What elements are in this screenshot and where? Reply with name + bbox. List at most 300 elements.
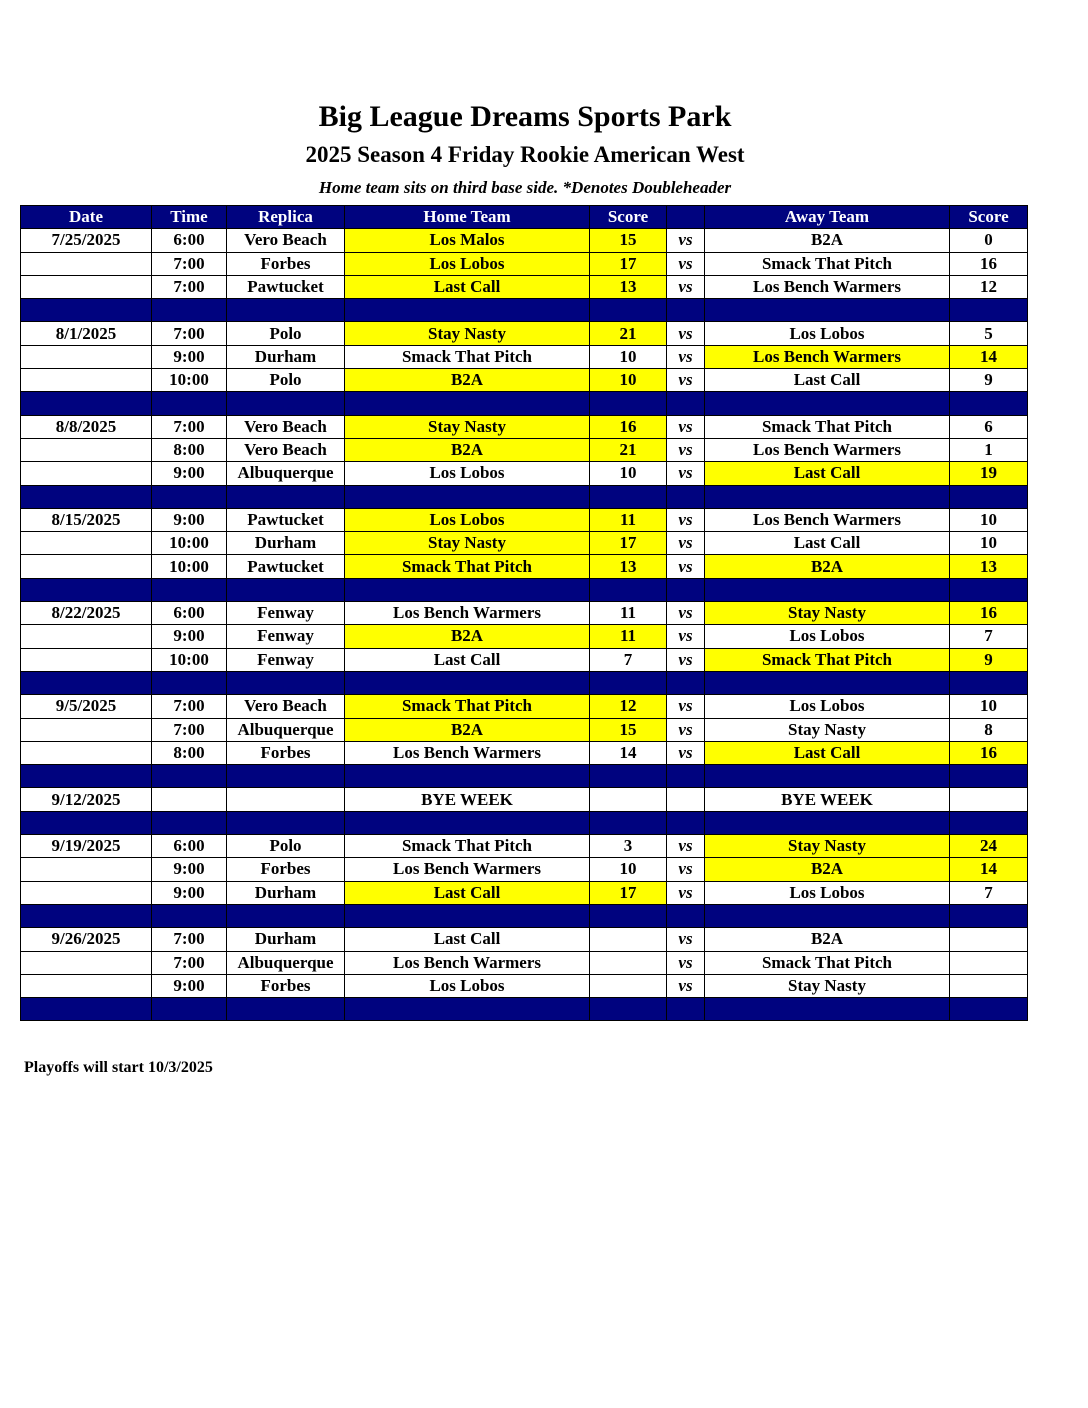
- away-score-cell: 9: [950, 648, 1028, 671]
- separator-cell: [227, 904, 345, 927]
- table-row: [21, 648, 1028, 671]
- col-header-away-team: Away Team: [705, 206, 950, 229]
- col-header-home-team: Home Team: [345, 206, 590, 229]
- table-row: [21, 345, 1028, 368]
- away-score-cell: 5: [950, 322, 1028, 345]
- away-score-cell: [950, 788, 1028, 811]
- separator-cell: [21, 392, 152, 415]
- time-cell: 7:00: [152, 322, 227, 345]
- table-row: [21, 974, 1028, 997]
- table-row: [21, 788, 1028, 811]
- separator-cell: [227, 485, 345, 508]
- table-row: [21, 229, 1028, 252]
- separator-cell: [21, 578, 152, 601]
- away-team-cell: Stay Nasty: [705, 602, 950, 625]
- table-row: [21, 881, 1028, 904]
- page-title: Big League Dreams Sports Park: [318, 100, 732, 133]
- home-team-cell: Los Bench Warmers: [345, 741, 590, 764]
- date-cell: [21, 462, 152, 485]
- time-cell: 7:00: [152, 275, 227, 298]
- table-header-row: [21, 206, 1028, 229]
- home-team-cell: Los Lobos: [345, 252, 590, 275]
- vs-cell: vs: [667, 229, 705, 252]
- home-team-cell: Los Lobos: [345, 974, 590, 997]
- date-cell: 8/8/2025: [21, 415, 152, 438]
- replica-cell: Polo: [227, 322, 345, 345]
- separator-cell: [227, 392, 345, 415]
- home-score-cell: 17: [590, 532, 667, 555]
- table-row: [21, 322, 1028, 345]
- separator-cell: [152, 904, 227, 927]
- home-team-cell: Los Malos: [345, 229, 590, 252]
- away-team-cell: Stay Nasty: [705, 718, 950, 741]
- away-score-cell: 7: [950, 881, 1028, 904]
- separator-cell: [21, 765, 152, 788]
- date-cell: [21, 648, 152, 671]
- separator-cell: [667, 485, 705, 508]
- away-team-cell: Smack That Pitch: [705, 252, 950, 275]
- home-team-cell: Smack That Pitch: [345, 835, 590, 858]
- vs-cell: vs: [667, 602, 705, 625]
- replica-cell: Fenway: [227, 625, 345, 648]
- away-team-cell: B2A: [705, 928, 950, 951]
- replica-cell: Vero Beach: [227, 695, 345, 718]
- away-team-cell: B2A: [705, 555, 950, 578]
- home-score-cell: 3: [590, 835, 667, 858]
- separator-cell: [21, 485, 152, 508]
- table-row: [21, 555, 1028, 578]
- date-cell: [21, 532, 152, 555]
- replica-cell: Forbes: [227, 858, 345, 881]
- vs-cell: vs: [667, 462, 705, 485]
- home-score-cell: 10: [590, 858, 667, 881]
- table-row: [21, 508, 1028, 531]
- table-row: [21, 275, 1028, 298]
- away-team-cell: Smack That Pitch: [705, 648, 950, 671]
- away-score-cell: 19: [950, 462, 1028, 485]
- away-team-cell: Stay Nasty: [705, 835, 950, 858]
- table-row: [21, 438, 1028, 461]
- separator-cell: [705, 299, 950, 322]
- home-score-cell: 13: [590, 555, 667, 578]
- away-score-cell: 0: [950, 229, 1028, 252]
- vs-cell: vs: [667, 718, 705, 741]
- table-row: [21, 858, 1028, 881]
- separator-cell: [667, 392, 705, 415]
- home-score-cell: 21: [590, 438, 667, 461]
- home-team-cell: Smack That Pitch: [345, 345, 590, 368]
- home-team-cell: B2A: [345, 369, 590, 392]
- separator-cell: [705, 578, 950, 601]
- vs-cell: vs: [667, 275, 705, 298]
- date-cell: [21, 974, 152, 997]
- home-team-cell: Los Bench Warmers: [345, 602, 590, 625]
- separator-cell: [227, 998, 345, 1021]
- separator-cell: [667, 998, 705, 1021]
- separator-cell: [345, 904, 590, 927]
- home-score-cell: 17: [590, 252, 667, 275]
- separator-cell: [21, 811, 152, 834]
- away-team-cell: Last Call: [705, 532, 950, 555]
- away-team-cell: Los Bench Warmers: [705, 345, 950, 368]
- away-team-cell: Smack That Pitch: [705, 415, 950, 438]
- vs-cell: vs: [667, 625, 705, 648]
- away-team-cell: Stay Nasty: [705, 974, 950, 997]
- date-cell: 9/19/2025: [21, 835, 152, 858]
- separator-cell: [705, 485, 950, 508]
- separator-row: [21, 671, 1028, 694]
- home-score-cell: 21: [590, 322, 667, 345]
- time-cell: 9:00: [152, 625, 227, 648]
- separator-cell: [152, 299, 227, 322]
- separator-cell: [345, 998, 590, 1021]
- separator-cell: [227, 765, 345, 788]
- table-row: [21, 928, 1028, 951]
- home-team-cell: Last Call: [345, 648, 590, 671]
- separator-cell: [152, 578, 227, 601]
- separator-cell: [950, 671, 1028, 694]
- replica-cell: Forbes: [227, 252, 345, 275]
- vs-cell: vs: [667, 532, 705, 555]
- separator-cell: [667, 299, 705, 322]
- replica-cell: Polo: [227, 835, 345, 858]
- separator-cell: [21, 299, 152, 322]
- separator-cell: [345, 765, 590, 788]
- away-score-cell: 24: [950, 835, 1028, 858]
- separator-cell: [950, 299, 1028, 322]
- home-team-cell: Los Lobos: [345, 462, 590, 485]
- separator-row: [21, 392, 1028, 415]
- home-team-cell: B2A: [345, 625, 590, 648]
- time-cell: 10:00: [152, 532, 227, 555]
- away-score-cell: 10: [950, 508, 1028, 531]
- home-team-cell: BYE WEEK: [345, 788, 590, 811]
- date-cell: [21, 275, 152, 298]
- replica-cell: Pawtucket: [227, 275, 345, 298]
- replica-cell: Albuquerque: [227, 951, 345, 974]
- separator-cell: [152, 485, 227, 508]
- date-cell: [21, 858, 152, 881]
- table-row: [21, 695, 1028, 718]
- home-score-cell: 17: [590, 881, 667, 904]
- away-team-cell: Last Call: [705, 741, 950, 764]
- separator-row: [21, 765, 1028, 788]
- away-score-cell: 16: [950, 602, 1028, 625]
- replica-cell: Albuquerque: [227, 462, 345, 485]
- home-team-cell: Last Call: [345, 881, 590, 904]
- home-team-cell: Smack That Pitch: [345, 555, 590, 578]
- home-team-cell: Stay Nasty: [345, 322, 590, 345]
- away-team-cell: Smack That Pitch: [705, 951, 950, 974]
- separator-cell: [950, 392, 1028, 415]
- separator-cell: [590, 811, 667, 834]
- date-cell: [21, 345, 152, 368]
- replica-cell: Forbes: [227, 741, 345, 764]
- time-cell: 6:00: [152, 835, 227, 858]
- separator-cell: [667, 765, 705, 788]
- separator-cell: [152, 671, 227, 694]
- time-cell: 10:00: [152, 648, 227, 671]
- away-score-cell: 16: [950, 252, 1028, 275]
- col-header-home-score: Score: [590, 206, 667, 229]
- away-team-cell: Los Lobos: [705, 881, 950, 904]
- vs-cell: vs: [667, 835, 705, 858]
- separator-cell: [705, 671, 950, 694]
- home-team-cell: Stay Nasty: [345, 532, 590, 555]
- time-cell: [152, 788, 227, 811]
- date-cell: 8/1/2025: [21, 322, 152, 345]
- col-header-vs: [667, 206, 705, 229]
- date-cell: 8/22/2025: [21, 602, 152, 625]
- away-team-cell: B2A: [705, 858, 950, 881]
- time-cell: 6:00: [152, 229, 227, 252]
- replica-cell: [227, 788, 345, 811]
- date-cell: 9/5/2025: [21, 695, 152, 718]
- vs-cell: vs: [667, 415, 705, 438]
- time-cell: 8:00: [152, 741, 227, 764]
- home-score-cell: 11: [590, 508, 667, 531]
- separator-cell: [152, 392, 227, 415]
- separator-cell: [345, 485, 590, 508]
- col-header-away-score: Score: [950, 206, 1028, 229]
- away-team-cell: Los Bench Warmers: [705, 508, 950, 531]
- time-cell: 8:00: [152, 438, 227, 461]
- vs-cell: vs: [667, 345, 705, 368]
- time-cell: 7:00: [152, 928, 227, 951]
- separator-cell: [950, 998, 1028, 1021]
- separator-cell: [21, 671, 152, 694]
- playoffs-note: Playoffs will start 10/3/2025: [24, 1059, 213, 1076]
- separator-cell: [227, 811, 345, 834]
- separator-cell: [345, 671, 590, 694]
- home-score-cell: 10: [590, 369, 667, 392]
- time-cell: 7:00: [152, 718, 227, 741]
- separator-cell: [227, 578, 345, 601]
- away-team-cell: B2A: [705, 229, 950, 252]
- separator-cell: [227, 671, 345, 694]
- table-row: [21, 462, 1028, 485]
- vs-cell: vs: [667, 974, 705, 997]
- vs-cell: vs: [667, 858, 705, 881]
- separator-cell: [667, 578, 705, 601]
- away-score-cell: 10: [950, 695, 1028, 718]
- date-cell: 9/12/2025: [21, 788, 152, 811]
- separator-cell: [705, 392, 950, 415]
- table-row: [21, 415, 1028, 438]
- time-cell: 9:00: [152, 462, 227, 485]
- separator-cell: [590, 485, 667, 508]
- vs-cell: vs: [667, 322, 705, 345]
- separator-cell: [227, 299, 345, 322]
- replica-cell: Vero Beach: [227, 438, 345, 461]
- col-header-date: Date: [21, 206, 152, 229]
- schedule-table: [20, 205, 1028, 1021]
- replica-cell: Albuquerque: [227, 718, 345, 741]
- table-row: [21, 625, 1028, 648]
- home-team-cell: Last Call: [345, 275, 590, 298]
- separator-cell: [21, 998, 152, 1021]
- replica-cell: Durham: [227, 345, 345, 368]
- separator-cell: [705, 904, 950, 927]
- away-score-cell: 13: [950, 555, 1028, 578]
- date-cell: 9/26/2025: [21, 928, 152, 951]
- separator-cell: [21, 904, 152, 927]
- separator-cell: [950, 904, 1028, 927]
- away-score-cell: 14: [950, 858, 1028, 881]
- away-score-cell: 10: [950, 532, 1028, 555]
- date-cell: [21, 881, 152, 904]
- home-score-cell: [590, 928, 667, 951]
- separator-cell: [667, 811, 705, 834]
- date-cell: [21, 438, 152, 461]
- replica-cell: Durham: [227, 928, 345, 951]
- home-score-cell: 10: [590, 462, 667, 485]
- away-score-cell: [950, 928, 1028, 951]
- home-score-cell: 11: [590, 625, 667, 648]
- separator-cell: [590, 299, 667, 322]
- vs-cell: vs: [667, 648, 705, 671]
- home-team-cell: Los Bench Warmers: [345, 858, 590, 881]
- away-score-cell: 1: [950, 438, 1028, 461]
- vs-cell: vs: [667, 928, 705, 951]
- home-team-cell: Smack That Pitch: [345, 695, 590, 718]
- away-team-cell: Los Lobos: [705, 695, 950, 718]
- time-cell: 7:00: [152, 695, 227, 718]
- separator-cell: [705, 811, 950, 834]
- vs-cell: [667, 788, 705, 811]
- separator-cell: [152, 998, 227, 1021]
- separator-cell: [345, 578, 590, 601]
- away-score-cell: [950, 951, 1028, 974]
- time-cell: 10:00: [152, 369, 227, 392]
- home-score-cell: 15: [590, 229, 667, 252]
- col-header-time: Time: [152, 206, 227, 229]
- table-row: [21, 951, 1028, 974]
- separator-cell: [345, 392, 590, 415]
- separator-cell: [950, 765, 1028, 788]
- date-cell: [21, 951, 152, 974]
- vs-cell: vs: [667, 369, 705, 392]
- table-row: [21, 369, 1028, 392]
- time-cell: 9:00: [152, 858, 227, 881]
- page-subtitle: 2025 Season 4 Friday Rookie American West: [305, 142, 745, 167]
- away-team-cell: Los Bench Warmers: [705, 438, 950, 461]
- replica-cell: Vero Beach: [227, 415, 345, 438]
- separator-cell: [950, 485, 1028, 508]
- home-score-cell: [590, 974, 667, 997]
- vs-cell: vs: [667, 508, 705, 531]
- table-row: [21, 602, 1028, 625]
- home-score-cell: 15: [590, 718, 667, 741]
- time-cell: 6:00: [152, 602, 227, 625]
- date-cell: [21, 718, 152, 741]
- separator-row: [21, 578, 1028, 601]
- away-team-cell: Last Call: [705, 462, 950, 485]
- home-score-cell: 13: [590, 275, 667, 298]
- separator-cell: [590, 671, 667, 694]
- home-score-cell: 11: [590, 602, 667, 625]
- replica-cell: Forbes: [227, 974, 345, 997]
- away-team-cell: Last Call: [705, 369, 950, 392]
- replica-cell: Pawtucket: [227, 555, 345, 578]
- date-cell: [21, 252, 152, 275]
- home-team-cell: Last Call: [345, 928, 590, 951]
- separator-cell: [345, 811, 590, 834]
- home-team-cell: Los Lobos: [345, 508, 590, 531]
- vs-cell: vs: [667, 695, 705, 718]
- home-score-cell: 10: [590, 345, 667, 368]
- separator-cell: [950, 578, 1028, 601]
- separator-cell: [667, 904, 705, 927]
- date-cell: [21, 555, 152, 578]
- replica-cell: Durham: [227, 881, 345, 904]
- vs-cell: vs: [667, 741, 705, 764]
- separator-cell: [590, 392, 667, 415]
- table-row: [21, 835, 1028, 858]
- separator-cell: [590, 904, 667, 927]
- replica-cell: Polo: [227, 369, 345, 392]
- home-score-cell: 16: [590, 415, 667, 438]
- separator-row: [21, 811, 1028, 834]
- away-team-cell: Los Lobos: [705, 322, 950, 345]
- separator-cell: [590, 578, 667, 601]
- separator-cell: [667, 671, 705, 694]
- replica-cell: Vero Beach: [227, 229, 345, 252]
- vs-cell: vs: [667, 438, 705, 461]
- time-cell: 9:00: [152, 974, 227, 997]
- separator-cell: [590, 765, 667, 788]
- separator-row: [21, 485, 1028, 508]
- away-score-cell: 6: [950, 415, 1028, 438]
- away-team-cell: BYE WEEK: [705, 788, 950, 811]
- separator-row: [21, 904, 1028, 927]
- vs-cell: vs: [667, 881, 705, 904]
- home-score-cell: [590, 951, 667, 974]
- replica-cell: Pawtucket: [227, 508, 345, 531]
- separator-row: [21, 998, 1028, 1021]
- home-score-cell: 7: [590, 648, 667, 671]
- away-score-cell: 9: [950, 369, 1028, 392]
- separator-cell: [590, 998, 667, 1021]
- away-score-cell: 8: [950, 718, 1028, 741]
- date-cell: [21, 741, 152, 764]
- separator-row: [21, 299, 1028, 322]
- date-cell: [21, 369, 152, 392]
- home-score-cell: [590, 788, 667, 811]
- away-score-cell: 14: [950, 345, 1028, 368]
- home-score-cell: 12: [590, 695, 667, 718]
- time-cell: 7:00: [152, 951, 227, 974]
- page-note: Home team sits on third base side. *Denotes Doubleheader: [318, 178, 732, 197]
- table-row: [21, 252, 1028, 275]
- replica-cell: Durham: [227, 532, 345, 555]
- vs-cell: vs: [667, 951, 705, 974]
- time-cell: 7:00: [152, 252, 227, 275]
- home-team-cell: B2A: [345, 718, 590, 741]
- date-cell: [21, 625, 152, 648]
- home-score-cell: 14: [590, 741, 667, 764]
- home-team-cell: Stay Nasty: [345, 415, 590, 438]
- date-cell: 7/25/2025: [21, 229, 152, 252]
- away-score-cell: 12: [950, 275, 1028, 298]
- vs-cell: vs: [667, 252, 705, 275]
- table-row: [21, 718, 1028, 741]
- separator-cell: [950, 811, 1028, 834]
- away-score-cell: [950, 974, 1028, 997]
- home-team-cell: Los Bench Warmers: [345, 951, 590, 974]
- away-team-cell: Los Lobos: [705, 625, 950, 648]
- separator-cell: [705, 765, 950, 788]
